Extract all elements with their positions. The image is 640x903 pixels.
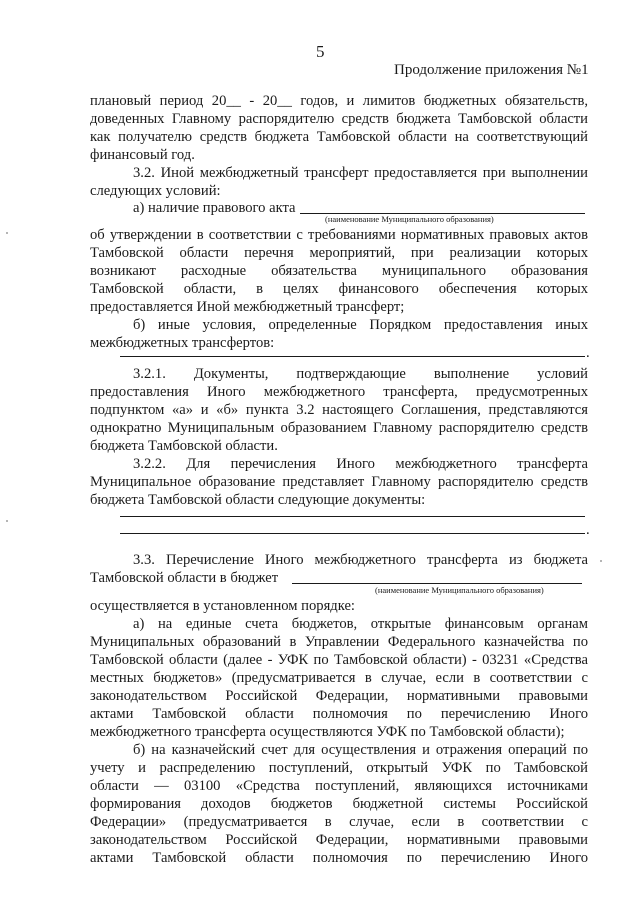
item-a: а) на единые счета бюджетов, открытые финансовым органам [133,616,588,632]
text-line: плановый период 20__ - 20__ годов, и лимитов бюджетных обязательств, [90,93,588,109]
text-line: Федерации» (предусматривается в случае, если в соответствии с [90,814,588,830]
text-line: финансовый год. [90,147,195,163]
text-line: области — 03100 «Средства поступлений, являющихся источниками [90,778,588,794]
text-line: об утверждении в соответствии с требованиями нормативных правовых актов [90,227,588,243]
budget-blank [292,583,582,584]
text-line: межбюджетного трансферта осуществляются УФК по Тамбовской области); [90,724,565,740]
text-line: Тамбовской области, в целях финансового обеспечения которых [90,281,588,297]
text-line: бюджета Тамбовской области следующие документы: [90,492,426,508]
clause-3-3: 3.3. Перечисление Иного межбюджетного трансферта из бюджета [133,552,588,568]
text-line: доведенных Главному распорядителю средств бюджета Тамбовской области [90,111,588,127]
text-line: осуществляется в установленном порядке: [90,598,355,614]
text-line: предоставляется Иной межбюджетный трансферт; [90,299,405,315]
text-line: Муниципальных образований в Управлении Федерального казначейства по [90,634,588,650]
text-line: предоставления Иного межбюджетного трансферта, предусмотренных [90,384,588,400]
scan-mark [6,520,8,522]
text-line: возникают расходные обязательства муниципального образования [90,263,588,279]
text-line: местных бюджетов» (предусматривается в случае, если в соответствии с [90,670,588,686]
documents-blank-2 [120,533,585,534]
text-line: законодательством Российской Федерации, нормативными правовыми [90,832,588,848]
text-line: учету и распределению поступлений, открытый УФК по Тамбовской [90,760,588,776]
text-line: бюджета Тамбовской области. [90,438,278,454]
clause-3-2-heading: 3.2. Иной межбюджетный трансферт предоставляется при выполнении [133,165,588,181]
text-line: Тамбовской области (далее - УФК по Тамбовской области) - 03231 «Средства [90,652,588,668]
text-line: формирования доходов бюджетов бюджетной системы Российской [90,796,588,812]
text-line: как получателю средств бюджета Тамбовской области на соответствующий [90,129,588,145]
text-line: законодательством Российской Федерации, нормативными правовыми [90,688,588,704]
blank-end-dot: . [586,345,590,361]
field-caption: (наименование Муниципального образования) [325,214,494,224]
scan-mark [600,560,602,562]
page-number: 5 [316,42,325,61]
text-line: однократно Муниципальным образованием Главному распорядителю средств [90,420,588,436]
text-line: следующих условий: [90,183,221,199]
clause-3-2-1: 3.2.1. Документы, подтверждающие выполнение условий [133,366,588,382]
budget-label: Тамбовской области в бюджет [90,570,279,586]
text-line: Тамбовской области перечня мероприятий, при реализации которых [90,245,588,261]
documents-blank-1 [120,516,585,517]
header-note: Продолжение приложения №1 [394,62,589,78]
text-line: Муниципальное образование представляет Главному распорядителю средств [90,474,588,490]
text-line: подпунктом «а» и «б» пункта 3.2 настоящего Соглашения, представляются [90,402,588,418]
field-caption: (наименование Муниципального образования) [375,585,544,595]
text-line: б) иные условия, определенные Порядком предоставления иных [133,317,588,333]
blank-end-dot: . [586,522,590,538]
legal-act-label: а) наличие правового акта [133,200,296,216]
clause-3-2-2: 3.2.2. Для перечисления Иного межбюджетного трансферта [133,456,588,472]
text-line: актами Тамбовской области полномочия по перечислению Иного [90,706,588,722]
scan-mark [6,232,8,234]
item-b: б) на казначейский счет для осуществления и отражения операций по [133,742,588,758]
conditions-blank [120,356,585,357]
text-line: актами Тамбовской области полномочия по перечислению Иного [90,850,588,866]
text-line: межбюджетных трансфертов: [90,335,275,351]
